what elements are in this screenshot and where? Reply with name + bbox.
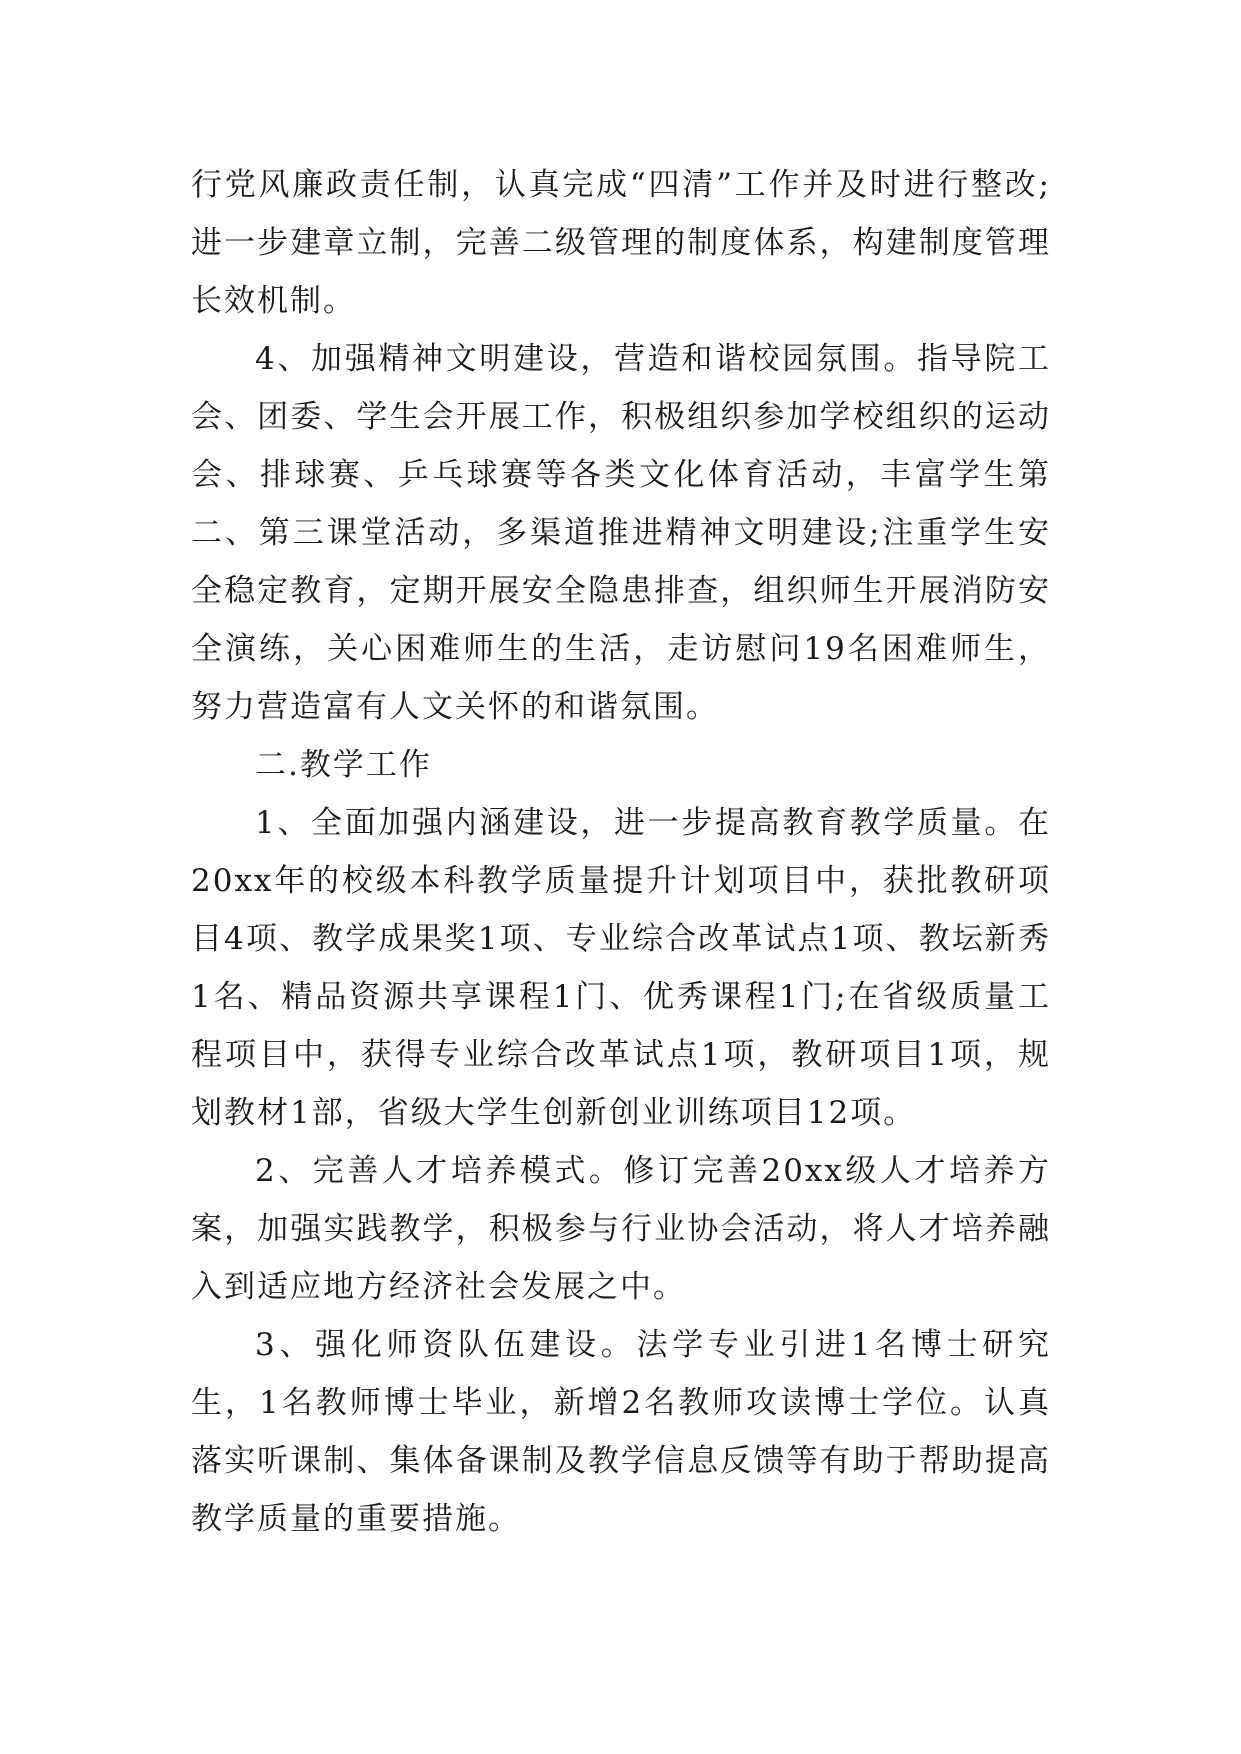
paragraph-party-conduct: 行党风廉政责任制，认真完成“四清”工作并及时进行整改;进一步建章立制，完善二级管理的制度体系，构建制度管理长效机制。 xyxy=(191,167,1051,319)
paragraph-spiritual-civilization: 4、加强精神文明建设，营造和谐校园氛围。指导院工会、团委、学生会开展工作，积极组织参加学校组织的运动会、排球赛、乒乓球赛等各类文化体育活动，丰富学生第二、第三课堂活动，多渠道推进精神文明建设;注重学生安全稳定教育，定期开展安全隐患排查，组织师生开展消防安全演练，关心困难师生的生活，走访慰问19名困难师生，努力营造富有人文关怀的和谐氛围。 xyxy=(191,341,1051,725)
paragraph-faculty-building: 3、强化师资队伍建设。法学专业引进1名博士研究生，1名教师博士毕业，新增2名教师攻读博士学位。认真落实听课制、集体备课制及教学信息反馈等有助于帮助提高教学质量的重要措施。 xyxy=(191,1327,1051,1537)
section-heading-teaching: 二.教学工作 xyxy=(255,747,432,783)
document-body xyxy=(191,156,1051,1548)
paragraph-talent-training: 2、完善人才培养模式。修订完善20xx级人才培养方案，加强实践教学，积极参与行业协会活动，将人才培养融入到适应地方经济社会发展之中。 xyxy=(191,1153,1051,1305)
paragraph-connotation-building: 1、全面加强内涵建设，进一步提高教育教学质量。在20xx年的校级本科教学质量提升计划项目中，获批教研项目4项、教学成果奖1项、专业综合改革试点1项、教坛新秀1名、精品资源共享课程1门、优秀课程1门;在省级质量工程项目中，获得专业综合改革试点1项，教研项目1项，规划教材1部，省级大学生创新创业训练项目12项。 xyxy=(191,805,1051,1131)
